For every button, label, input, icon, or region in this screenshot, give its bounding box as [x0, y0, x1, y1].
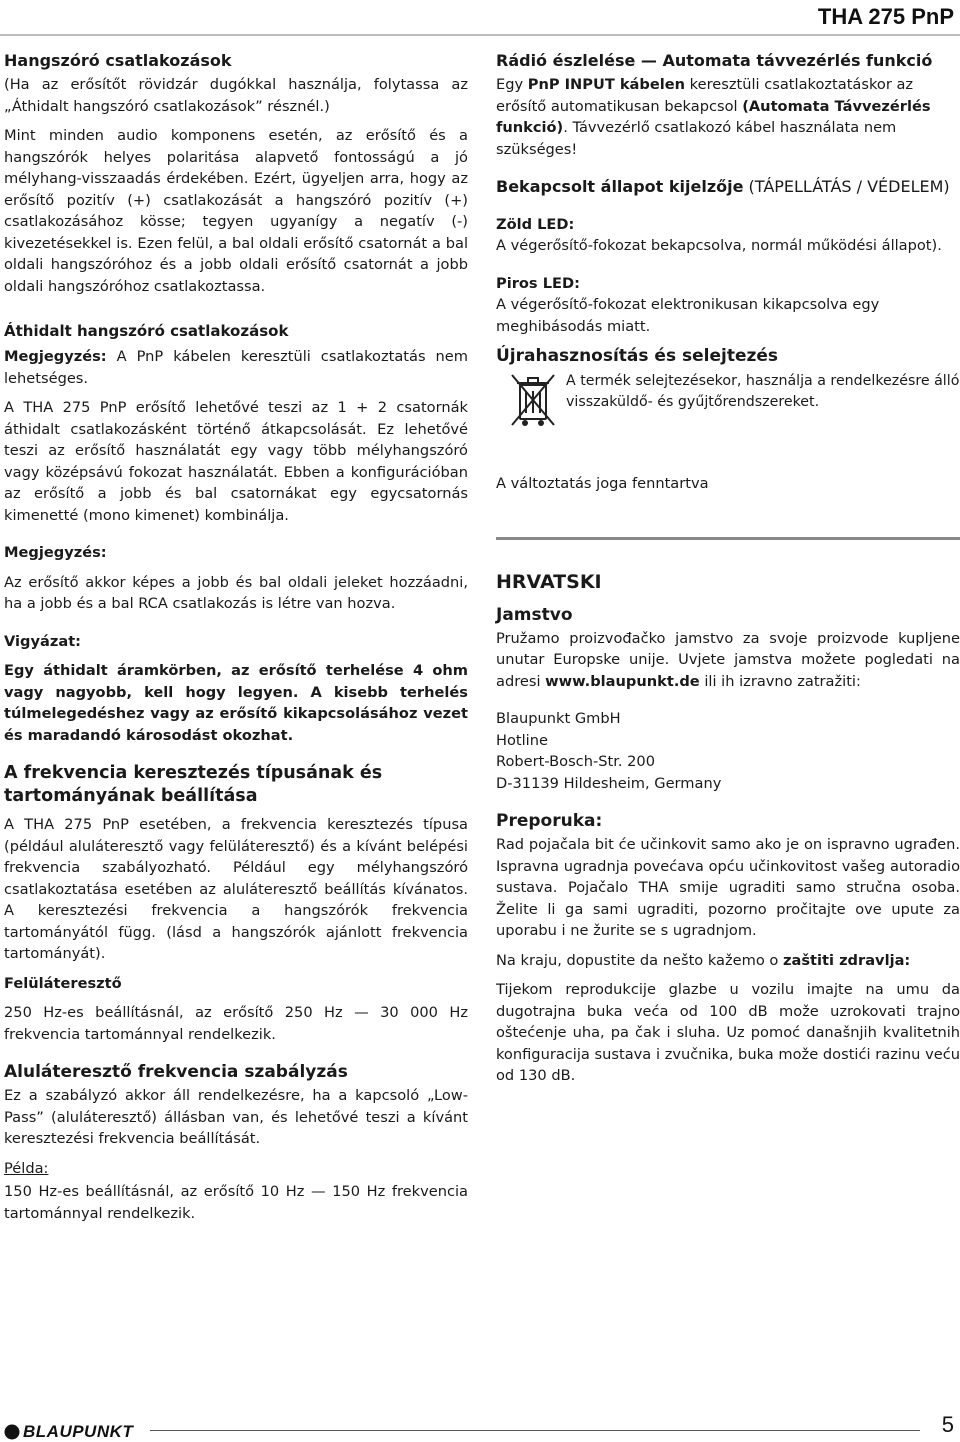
warning-text: Egy áthidalt áramkörben, az erősítő terhelése 4 ohm vagy nagyobb, kell hogy legyen. A kisebb terhelés túlmelegedéshez vagy az erősítő kikapcsolásához vezet és maradandó károsodást okozhat. — [4, 662, 468, 744]
red-led-label: Piros LED: — [496, 274, 580, 292]
left-column — [4, 50, 468, 1232]
paragraph: Az erősítő akkor képes a jobb és bal oldali jeleket hozzáadni, ha a jobb és a bal RCA csatlakozás is létre van hozva. — [4, 573, 468, 612]
section-divider — [496, 537, 960, 540]
paragraph: A THA 275 PnP erősítő lehetővé teszi az 1 + 2 csatornák áthidalt csatlakozásként történő átkapcsolását. Ez lehetővé teszi az erősítő használatát egy vagy több mélyhangszóró vagy középsávú fokozat használatát. Ebben a konfigurációban az erősítő a jobb és bal csatornákat egy egycsatornás kimenetté (mono kimenet) kombinálja. — [4, 399, 468, 524]
language-heading-hrvatski: HRVATSKI — [496, 570, 602, 593]
paragraph: Ez a szabályzó akkor áll rendelkezésre, ha a kapcsoló „Low-Pass” (aluláteresztő) állásban van, és lehetővé teszi a kívánt keresztezési frekvencia beállítását. — [4, 1087, 468, 1147]
section-title-status-indicator: Bekapcsolt állapot kijelzője (TÁPELLÁTÁS / VÉDELEM) — [496, 177, 950, 196]
right-column — [496, 50, 960, 1095]
note-paragraph — [4, 346, 468, 389]
page-number: 5 — [941, 1412, 954, 1437]
paragraph: 250 Hz-es beállításnál, az erősítő 250 Hz — 30 000 Hz frekvencia tartománnyal rendelkezik. — [4, 1004, 468, 1043]
example-label: Példa: — [4, 1159, 49, 1177]
paragraph: Na kraju, dopustite da nešto kažemo o zaštiti zdravlja: — [496, 951, 911, 969]
section-title-recommendation: Preporuka: — [496, 811, 603, 831]
paragraph: A THA 275 PnP esetében, a frekvencia keresztezés típusa (például aluláteresztő vagy felüláteresztő) és a kívánt belépési frekvencia szabályozható. Például egy mélyhangszóró csatlakoztatása esetében az aluláteresztő beállítás kívánatos. A keresztezési frekvencia a hangszórók frekvencia tartományától függ. (lásd a hangszórók ajánlott frekvencia tartományát). — [4, 816, 468, 962]
paragraph: A végerősítő-fokozat bekapcsolva, normál működési állapot). — [496, 237, 942, 254]
paragraph: Egy PnP INPUT kábelen keresztüli csatlakoztatáskor az erősítő automatikusan bekapcsol (Automata Távvezérlés funkció). Távvezérlő csatlakozó kábel használata nem szükséges! — [496, 76, 931, 158]
highpass-label: Felüláteresztő — [4, 974, 122, 992]
section-title-speaker-connections: Hangszóró csatlakozások — [4, 51, 232, 70]
recycling-block — [496, 371, 960, 431]
warranty-link[interactable]: www.blaupunkt.de — [545, 672, 700, 690]
green-led-label: Zöld LED: — [496, 215, 575, 233]
address-line: Robert-Bosch-Str. 200 — [496, 753, 655, 770]
address-line: D-31139 Hildesheim, Germany — [496, 774, 722, 792]
paragraph: Tijekom reprodukcije glazbe u vozilu imajte na umu da dugotrajna buka veća od 100 dB može uzrokovati trajno oštećenje uha, pa čak i sluha. Uz pomoć današnjih kvalitetnih konfiguracija sustava i zvučnika, buka može dostići razinu veću od 130 dB. — [496, 981, 960, 1084]
paragraph: Pružamo proizvođačko jamstvo za svoje proizvode kupljene unutar Europske unije. Uvjete jamstva možete pogledati na adresi www.blaupunkt.de ili ih izravno zatražiti: — [496, 629, 960, 690]
document-title: THA 275 PnP — [817, 4, 954, 29]
address-line: Hotline — [496, 731, 548, 749]
section-title-bridged: Áthidalt hangszóró csatlakozások — [4, 322, 289, 340]
paragraph: 150 Hz-es beállításnál, az erősítő 10 Hz — 150 Hz frekvencia tartománnyal rendelkezik. — [4, 1183, 468, 1222]
note-label-2: Megjegyzés: — [4, 544, 107, 561]
paragraph: Rad pojačala bit će učinkovit samo ako je on ispravno ugrađen. Ispravna ugradnja povećava opću učinkovitost vašeg autoradio sustava. Pojačalo THA smije ugraditi samo stručna osoba. Želite li ga sami ugraditi, pozorno pročitajte ove upute za uporabu i ne žurite se s ugradnjom. — [496, 836, 960, 939]
section-title-warranty: Jamstvo — [496, 604, 573, 625]
note-label: Megjegyzés: — [4, 348, 107, 365]
section-title-crossover: A frekvencia keresztezés típusának és tartományának beállítása — [4, 763, 383, 806]
rights-reserved: A változtatás joga fenntartva — [496, 475, 709, 492]
note-text: A PnP kábelen keresztüli csatlakoztatás nem lehetséges. — [4, 348, 468, 387]
recycling-text: A termék selejtezésekor, használja a rendelkezésre álló visszaküldő- és gyűjtőrendszereket. — [566, 373, 960, 410]
address-line: Blaupunkt GmbH — [496, 710, 621, 727]
section-title-radio-detection: Rádió észlelése — Automata távvezérlés funkció — [496, 51, 933, 70]
blaupunkt-dot-icon — [4, 1424, 20, 1440]
paragraph: (Ha az erősítőt rövidzár dugókkal használja, folytassa az „Áthidalt hangszóró csatlakozások” résznél.) — [4, 76, 468, 115]
crossed-bin-icon — [508, 371, 558, 431]
paragraph: A végerősítő-fokozat elektronikusan kikapcsolva egy meghibásodás miatt. — [496, 296, 880, 335]
footer-rule — [150, 1430, 920, 1431]
section-title-recycling: Újrahasznosítás és selejtezés — [496, 346, 779, 366]
paragraph: Mint minden audio komponens esetén, az erősítő és a hangszórók helyes polaritása alapvető fontosságú a jó mélyhang-visszaadás érdekében. Ezért, ügyeljen arra, hogy az erősítő pozitív (+) csatlakozását a hangszóró pozitív (+) csatlakozásához kösse; tegyen ugyanígy a negatív (-) kivezetésekkel is. Ezen felül, a bal oldali erősítő csatornát a bal oldali hangszóróhoz és a jobb oldali erősítő csatornát a jobb oldali hangszóróhoz csatlakoztassa. — [4, 127, 468, 295]
warning-label: Vigyázat: — [4, 632, 82, 650]
blaupunkt-logo: BLAUPUNKT — [4, 1422, 133, 1442]
section-title-lowpass: Aluláteresztő frekvencia szabályzás — [4, 1062, 348, 1082]
header-rule — [0, 34, 960, 36]
